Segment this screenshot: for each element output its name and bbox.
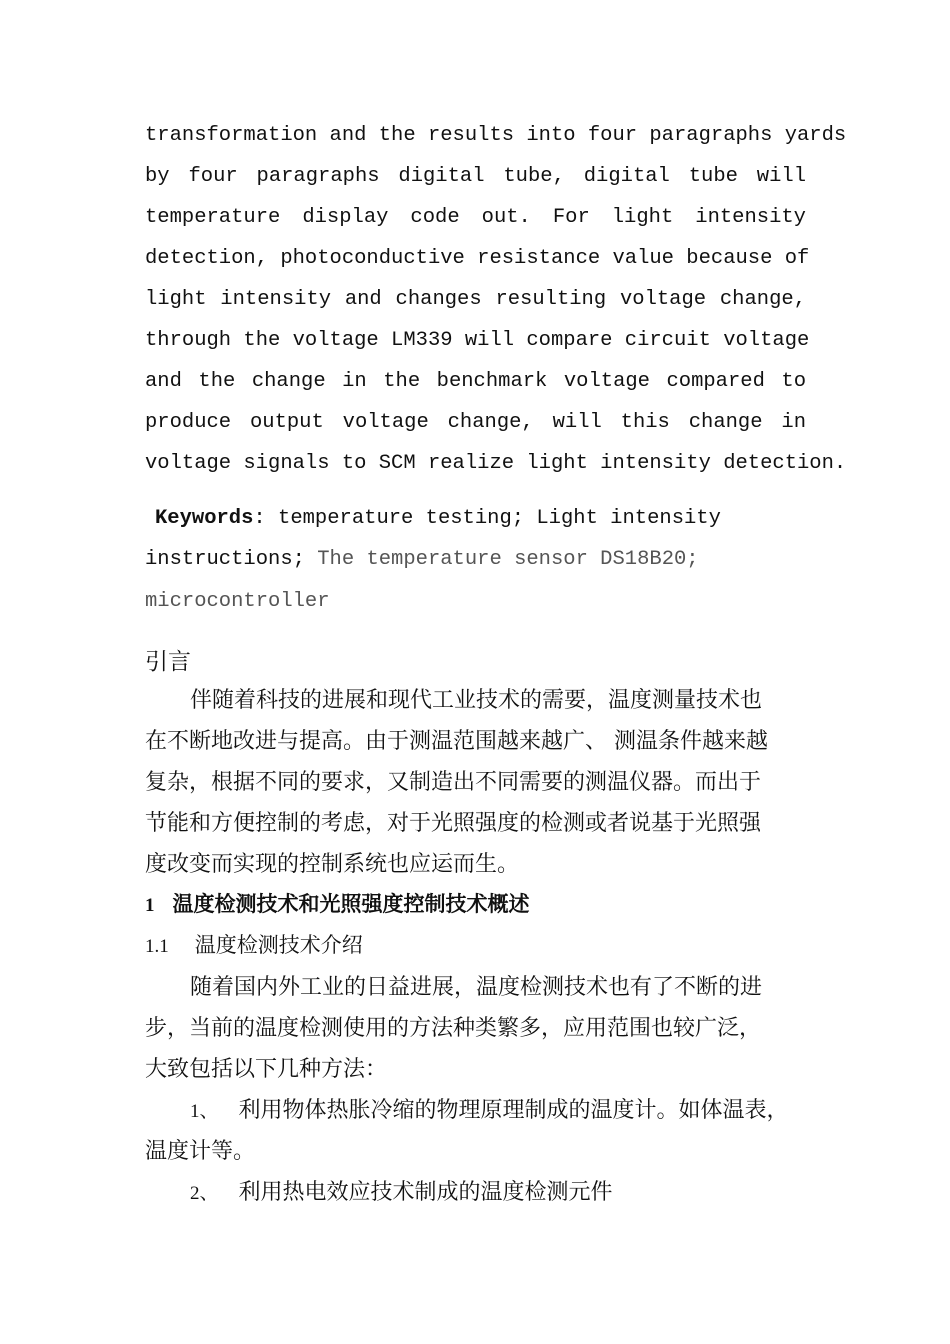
abstract-line: and the change in the benchmark voltage compared to	[145, 370, 806, 393]
abstract-line: by four paragraphs digital tube, digital tube will	[145, 165, 806, 188]
list-item-continuation: 温度计等。	[145, 1139, 256, 1164]
abstract-line: produce output voltage change, will this change in	[145, 411, 806, 434]
list-item-number: 1、	[190, 1101, 219, 1122]
section-1-1-heading	[145, 929, 806, 959]
keywords-line-1	[155, 507, 816, 530]
keywords-text: instructions;	[145, 548, 318, 571]
section-number: 1	[145, 895, 155, 916]
section-title: 温度检测技术和光照强度控制技术概述	[172, 892, 530, 916]
abstract-line: temperature display code out. For light intensity	[145, 206, 806, 229]
abstract-line: voltage signals to SCM realize light intensity detection.	[145, 452, 847, 475]
paragraph-line: 步，当前的温度检测使用的方法种类繁多，应用范围也较广泛，	[145, 1016, 762, 1041]
list-item-text: 利用热电效应技术制成的温度检测元件	[238, 1180, 613, 1205]
abstract-line: through the voltage LM339 will compare circuit voltage	[145, 329, 810, 352]
list-item-number: 2、	[190, 1183, 219, 1204]
paragraph-line: 随着国内外工业的日益进展，温度检测技术也有了不断的进	[190, 975, 763, 1000]
abstract-line: detection, photoconductive resistance value because of	[145, 247, 810, 270]
intro-line: 在不断地改进与提高。由于测温范围越来越广、 测温条件越来越	[145, 729, 768, 754]
keywords-text: The temperature sensor DS18B20;	[317, 548, 699, 571]
keywords-text: : temperature testing; Light intensity	[253, 507, 721, 530]
keywords-line-3: microcontroller	[145, 590, 330, 613]
intro-line: 度改变而实现的控制系统也应运而生。	[145, 852, 520, 877]
keywords-label: Keywords	[155, 507, 254, 530]
section-1-heading	[145, 888, 806, 918]
list-item	[190, 1175, 851, 1206]
list-item	[190, 1093, 851, 1124]
intro-heading: 引言	[145, 649, 191, 675]
abstract-line: light intensity and changes resulting voltage change,	[145, 288, 806, 311]
abstract-line: transformation and the results into four paragraphs yards	[145, 124, 847, 147]
intro-line: 伴随着科技的进展和现代工业技术的需要，温度测量技术也	[190, 688, 763, 713]
section-number: 1.1	[145, 936, 169, 957]
list-item-text: 利用物体热胀冷缩的物理原理制成的温度计。如体温表，	[238, 1098, 789, 1123]
section-title: 温度检测技术介绍	[194, 933, 363, 957]
keywords-line-2	[145, 548, 806, 571]
intro-line: 节能和方便控制的考虑，对于光照强度的检测或者说基于光照强	[145, 811, 762, 836]
intro-line: 复杂，根据不同的要求，又制造出不同需要的测温仪器。而出于	[145, 770, 762, 795]
paragraph-line: 大致包括以下几种方法：	[145, 1057, 388, 1082]
